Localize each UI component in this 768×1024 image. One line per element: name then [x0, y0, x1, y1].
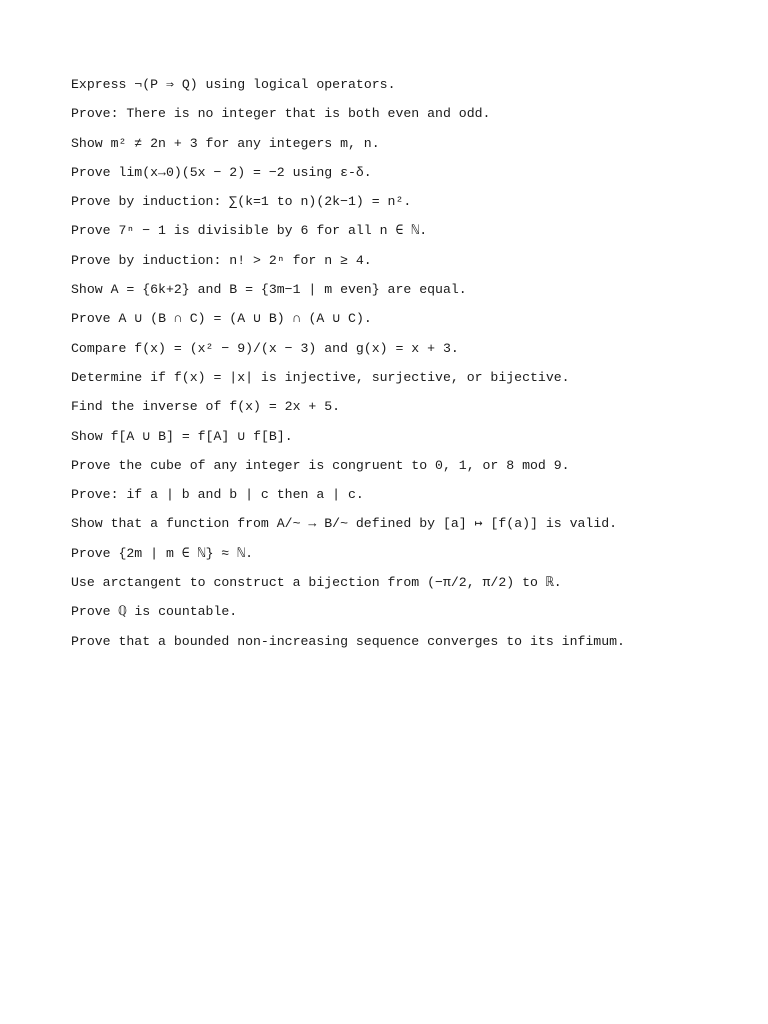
problem-item: Prove by induction: ∑(k=1 to n)(2k−1) = n². [71, 194, 412, 210]
problem-item: Prove the cube of any integer is congruent to 0, 1, or 8 mod 9. [71, 457, 570, 473]
problem-item: Prove by induction: n! > 2ⁿ for n ≥ 4. [71, 252, 372, 268]
problem-item: Show that a function from A/~ → B/~ defined by [a] ↦ [f(a)] is valid. [71, 516, 618, 532]
problem-item: Prove A ∪ (B ∩ C) = (A ∪ B) ∩ (A ∪ C). [71, 311, 372, 327]
problem-item: Prove {2m | m ∈ ℕ} ≈ ℕ. [71, 545, 254, 561]
problem-item: Show A = {6k+2} and B = {3m−1 | m even} are equal. [71, 282, 467, 298]
problem-item: Find the inverse of f(x) = 2x + 5. [71, 399, 341, 415]
problem-list [71, 70, 625, 656]
problem-item: Show m² ≠ 2n + 3 for any integers m, n. [71, 135, 380, 151]
problem-item: Determine if f(x) = |x| is injective, surjective, or bijective. [71, 369, 570, 385]
problem-item: Prove that a bounded non-increasing sequence converges to its infimum. [71, 633, 625, 649]
problem-item: Prove lim(x→0)(5x − 2) = −2 using ε-δ. [71, 164, 372, 180]
problem-item: Compare f(x) = (x² − 9)/(x − 3) and g(x) = x + 3. [71, 340, 459, 356]
problem-item: Express ¬(P ⇒ Q) using logical operators. [71, 77, 396, 92]
problem-item: Prove 7ⁿ − 1 is divisible by 6 for all n ∈ ℕ. [71, 223, 428, 239]
problem-item: Use arctangent to construct a bijection from (−π/2, π/2) to ℝ. [71, 575, 562, 591]
problem-item: Prove ℚ is countable. [71, 604, 238, 620]
problem-item: Prove: There is no integer that is both even and odd. [71, 106, 491, 122]
problem-item: Show f[A ∪ B] = f[A] ∪ f[B]. [71, 428, 293, 444]
problem-item: Prove: if a | b and b | c then a | c. [71, 487, 364, 503]
